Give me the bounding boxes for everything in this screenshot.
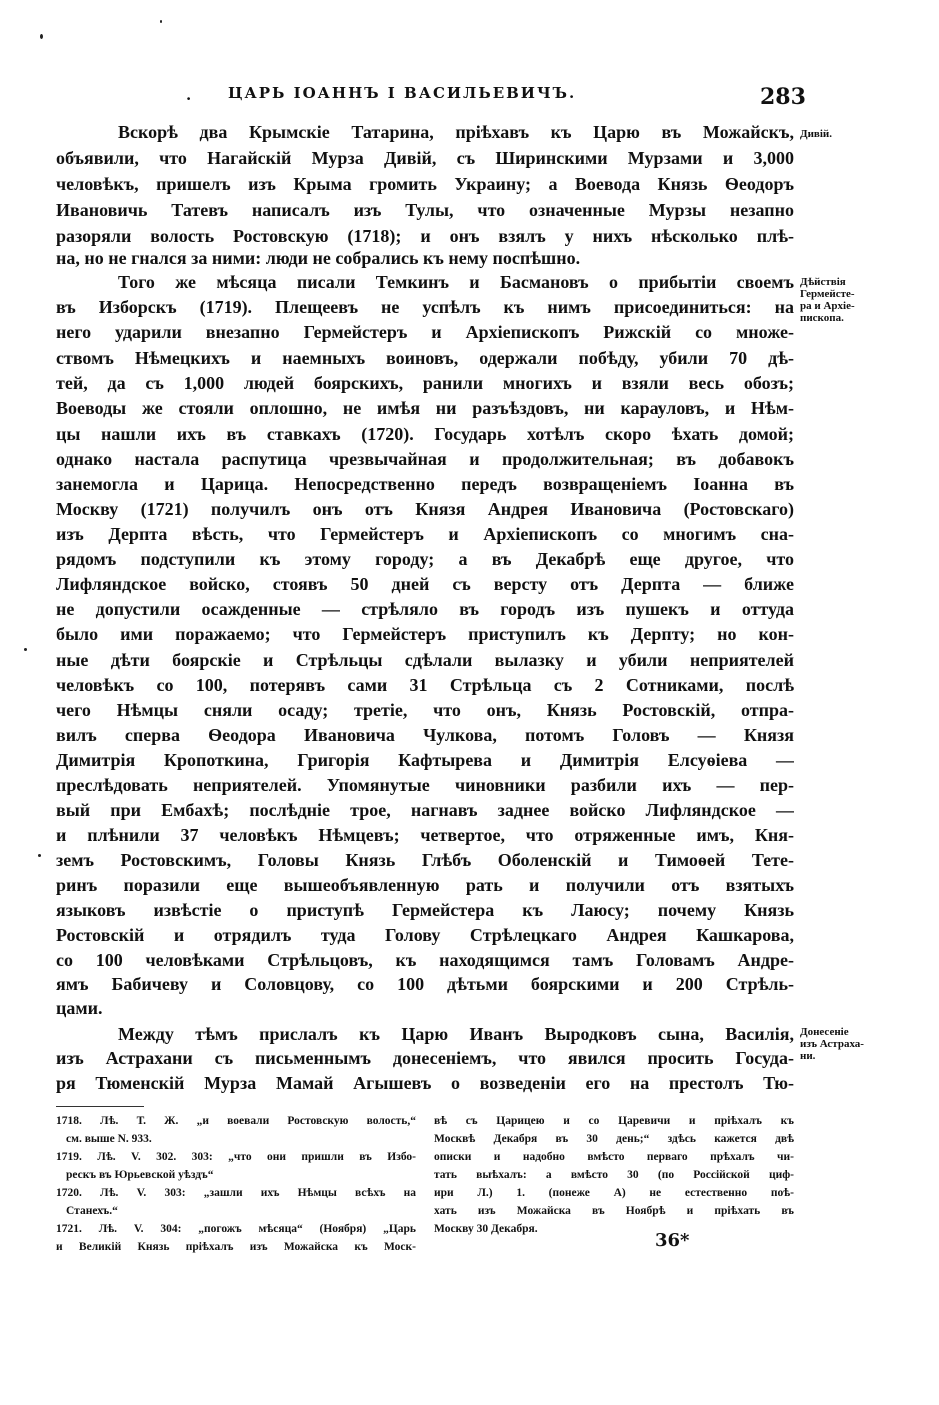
text-line: ринъ поразили еще вышеобъявленную рать и получили отъ взятыхъ	[56, 875, 794, 895]
text-line: преслѣдовать неприятелей. Упомянутые чиновники разбили ихъ — пер-	[56, 775, 794, 795]
margin-note-line: Дивій.	[800, 128, 832, 140]
text-line: цы нашли ихъ въ ставкахъ (1720). Государь хотѣлъ скоро ѣхать домой;	[56, 424, 794, 444]
footnote-line: 1721. Лѣ. V. 304: „погожъ мѣсяца“ (Ноября) „Царь	[56, 1223, 416, 1235]
text-line: не допустили осажденные — стрѣляло въ городъ изъ пушекъ и оттуда	[56, 599, 794, 619]
footnote-line: хать изъ Можайска въ Ноябрѣ и пріѣхать въ	[434, 1205, 794, 1217]
footnote-line: 1719. Лѣ. V. 302. 303: „что они пришли въ Избо-	[56, 1151, 416, 1163]
text-line: вый при Ембахѣ; послѣдніе трое, нагнавъ заднее войско Лифляндское —	[56, 800, 794, 820]
footnotes-left-column	[56, 1112, 416, 1256]
text-line: Ивановичь Татевъ написалъ изъ Тулы, что означенные Мурзы незапно	[56, 200, 794, 220]
text-line: Вскорѣ два Крымскіе Татарина, пріѣхавъ къ Царю въ Можайскъ,	[118, 122, 794, 142]
footnote-line: Москву 30 Декабря.	[434, 1223, 538, 1235]
footnote-line: 1720. Лѣ. V. 303: „зашли ихъ Нѣмцы всѣхъ на	[56, 1187, 416, 1199]
page-number: 283	[760, 84, 806, 110]
footnote-rule	[56, 1106, 144, 1107]
margin-note-line: ра и Архіе-	[800, 300, 855, 312]
text-line: человѣкъ со 100, потерявъ сами 31 Стрѣльца съ 2 Сотниками, послѣ	[56, 675, 794, 695]
text-line: Между тѣмъ прислалъ къ Царю Иванъ Выродковъ сына, Василія,	[118, 1024, 794, 1044]
text-line: объявили, что Нагайскій Мурза Дивій, съ Ширинскими Мурзами и 3,000	[56, 148, 794, 168]
text-line: языковъ извѣстіе о приступѣ Гермейстера къ Лаюсу; почему Князь	[56, 900, 794, 920]
text-line: было ими поражаемо; что Гермейстеръ приступилъ къ Дерпту; но кон-	[56, 624, 794, 644]
text-line: Воеводы же стояли оплошно, не имѣя ни разъѣздовъ, ни карауловъ, и Нѣм-	[56, 398, 794, 418]
text-line: разоряли волость Ростовскую (1718); и онъ взялъ у нихъ нѣсколько плѣ-	[56, 226, 794, 246]
text-line: вилъ сперва Ѳеодора Ивановича Чулкова, потомъ Головъ — Князя	[56, 725, 794, 745]
text-line: занемогла и Царица. Непосредственно передъ возвращеніемъ Іоанна въ	[56, 474, 794, 494]
page-speck	[24, 648, 27, 651]
margin-note-line: ни.	[800, 1050, 816, 1062]
text-line: изъ Астрахани съ письменнымъ донесеніемъ, что явился просить Госуда-	[56, 1048, 794, 1068]
footnote-line: ири Л.) 1. (понеже А) не естественно поѣ-	[434, 1187, 794, 1199]
margin-note	[800, 1026, 878, 1062]
text-line: и плѣнили 37 человѣкъ Нѣмцевъ; четвертое, что отряженные имъ, Кня-	[56, 825, 794, 845]
footnote-line: описки и надобно вмѣсто перваго прѣхалъ чи-	[434, 1151, 794, 1163]
margin-note	[800, 276, 878, 324]
margin-note-line: изъ Астраха-	[800, 1038, 864, 1050]
text-line: цами.	[56, 998, 103, 1018]
margin-note-line: Гермейсте-	[800, 288, 855, 300]
footnote-line: рескъ въ Юрьевской уѣздъ“	[66, 1169, 214, 1181]
text-line: ствомъ Нѣмецкихъ и наемныхъ воиновъ, одержали побѣду, убили 70 дѣ-	[56, 348, 794, 368]
text-line: Москву (1721) получилъ онъ отъ Князя Андрея Ивановича (Ростовскаго)	[56, 499, 794, 519]
page-speck	[38, 854, 41, 857]
footnote-line: Москвѣ Декабря въ 30 день;“ здѣсь кажется двѣ	[434, 1133, 794, 1145]
text-line: однако настала распутица чрезвычайная и продолжительная; въ добавокъ	[56, 449, 794, 469]
running-header-title: ЦАРЬ ІОАННЪ І ВАСИЛЬЕВИЧЪ.	[228, 84, 577, 102]
text-line: чего Нѣмцы сняли осаду; третіе, что онъ, Князь Ростовскій, отпра-	[56, 700, 794, 720]
text-line: человѣкъ, пришелъ изъ Крыма громить Украину; а Воевода Князь Ѳеодоръ	[56, 174, 794, 194]
footnote-line: и Великій Князь пріѣхалъ изъ Можайска къ Моск-	[56, 1241, 416, 1253]
footnote-line: тать выѣхалъ: а вмѣсто 30 (по Россійской циф-	[434, 1169, 794, 1181]
text-line: Димитрія Кропоткина, Григорія Кафтырева и Димитрія Елсуѳіева —	[56, 750, 794, 770]
text-line: Лифляндское войско, стоявъ 50 дней съ версту отъ Дерпта — ближе	[56, 574, 794, 594]
text-line: земъ Ростовскимъ, Головы Князь Глѣбъ Оболенскій и Тимоѳей Тете-	[56, 850, 794, 870]
text-line: Того же мѣсяца писали Темкинъ и Басмановъ о прибытіи своемъ	[118, 272, 794, 292]
text-line: него ударили внезапно Гермейстеръ и Архіепископъ Рижскій со множе-	[56, 322, 794, 342]
text-line: со 100 человѣками Стрѣльцовъ, къ находящимся тамъ Головамъ Андре-	[56, 950, 794, 970]
footnote-line: см. выше N. 933.	[66, 1133, 152, 1145]
text-line: ямъ Бабичеву и Соловцову, со 100 дѣтьми боярскими и 200 Стрѣль-	[56, 974, 794, 994]
footnote-line: вѣ съ Царицею и со Царевичи и пріѣхалъ къ	[434, 1115, 794, 1127]
text-line: рядомъ подступили къ этому городу; а въ Декабрѣ еще другое, что	[56, 549, 794, 569]
margin-note-line: Донесеніе	[800, 1026, 849, 1038]
text-line: ные дѣти боярскіе и Стрѣльцы сдѣлали вылазку и убили неприятелей	[56, 650, 794, 670]
text-line: изъ Дерпта вѣсть, что Гермейстеръ и Архіепископъ со многимъ сна-	[56, 524, 794, 544]
footnotes-right-column	[434, 1112, 794, 1238]
margin-note-line: Дѣйствія	[800, 276, 846, 288]
margin-note-line: пископа.	[800, 312, 844, 324]
page-speck	[40, 34, 43, 39]
text-line: Ростовскій и отрядилъ туда Голову Стрѣлецкаго Андрея Кашкарова,	[56, 925, 794, 945]
header-dot: .	[186, 86, 192, 104]
footnote-line: Станехъ.“	[66, 1205, 118, 1217]
text-line: въ Изборскъ (1719). Плещеевъ не успѣлъ къ нимъ присоединиться: на	[56, 297, 794, 317]
text-line: тей, да съ 1,000 людей боярскихъ, ранили многихъ и взяли весь обозъ;	[56, 373, 794, 393]
footnote-line: 1718. Лѣ. Т. Ж. „и воевали Ростовскую волость,“	[56, 1115, 416, 1127]
printer-signature-mark: 36*	[655, 1230, 690, 1251]
text-line: ря Тюменскій Мурза Мамай Агышевъ о возведеніи его на престолъ Тю-	[56, 1073, 794, 1093]
page-speck	[160, 20, 162, 23]
margin-note	[800, 128, 878, 140]
text-line: на, но не гнался за ними: люди не собрались къ нему поспѣшно.	[56, 248, 581, 268]
